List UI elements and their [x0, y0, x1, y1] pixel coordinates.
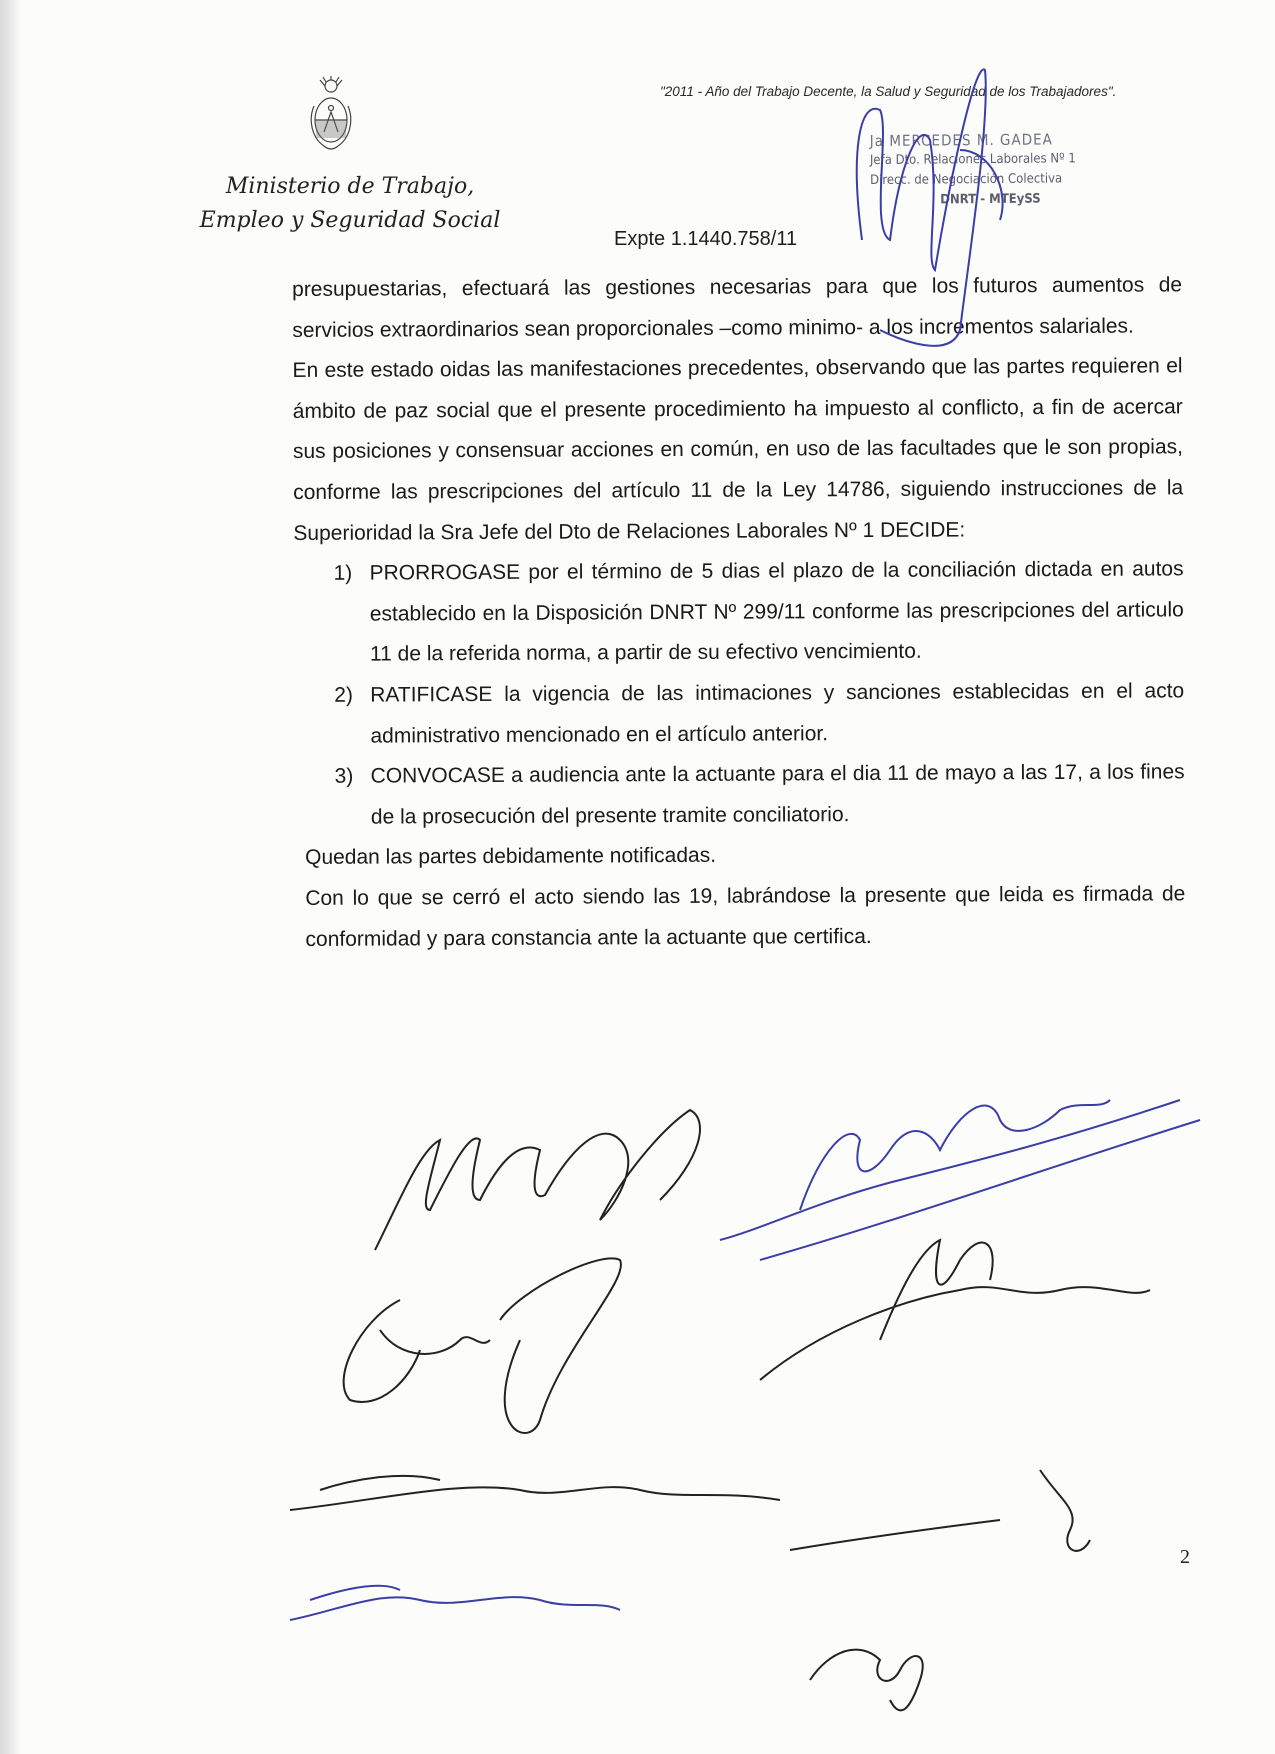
stamp-line-3: Direcc. de Negociación Colectiva [870, 171, 1063, 189]
decision-item-2 [294, 671, 1184, 757]
signature-8 [810, 1650, 923, 1711]
signature-6 [790, 1470, 1090, 1551]
document-body [292, 265, 1186, 960]
decision-text: PRORROGASE por el término de 5 dias el plazo de la conciliación dictada en autos establecido en la Disposición DNRT Nº 299/11 conforme las prescripciones del articulo 11 de la referida norma, a partir de su efectivo vencimiento. [369, 557, 1184, 666]
national-coat-of-arms-icon [308, 76, 354, 156]
stamp-line-2: Jefa Dto. Relaciones Laborales Nº 1 [869, 151, 1076, 169]
decision-list [293, 549, 1184, 838]
page-number: 2 [1180, 1546, 1190, 1568]
decision-number: 3) [334, 764, 354, 788]
signature-5 [290, 1476, 780, 1510]
year-motto: "2011 - Año del Trabajo Decente, la Salud y Seguridad de los Trabajadores". [660, 84, 1117, 99]
signature-4 [760, 1240, 1150, 1380]
ministry-line-2: Empleo y Seguridad Social [199, 208, 501, 233]
paragraph-notified: Quedan las partes debidamente notificadas. [305, 844, 717, 870]
signature-3 [720, 1100, 1200, 1260]
decision-item-3 [295, 752, 1185, 838]
official-stamp [870, 129, 1111, 211]
signature-2 [344, 1258, 621, 1433]
decision-text: RATIFICASE la vigencia de las intimaciones y sanciones establecidas en el acto administrativo mencionado en el artículo anterior. [370, 679, 1185, 748]
stamp-line-1: Ja MERCEDES M. GADEA [869, 130, 1053, 151]
paragraph-budget: presupuestarias, efectuará las gestiones necesarias para que los futuros aumentos de servicios extraordinarios sean proporcionales –como minimo- a los incrementos salariales. [292, 273, 1183, 342]
ministry-name [190, 170, 510, 238]
scan-edge-shadow [0, 0, 22, 1754]
paragraph-decision-intro: En este estado oidas las manifestaciones precedentes, observando que las partes requieren el ámbito de paz social que el presente procedimiento ha impuesto al conflicto, a fin de acercar sus posiciones y consensuar acciones en común, en uso de las facultades que le son propias, conforme las prescripciones del artículo 11 de la Ley 14786, siguiendo instrucciones de la Superioridad la Sra Jefe del Dto de Relaciones Laborales Nº 1 DECIDE: [292, 354, 1184, 545]
signature-1 [375, 1110, 700, 1250]
stamp-line-4: DNRT - MTEySS [940, 191, 1041, 208]
ministry-line-1: Ministerio de Trabajo, [225, 174, 475, 199]
paragraph-closing: Con lo que se cerró el acto siendo las 19, labrándose la presente que leida es firmada de conformidad y para constancia ante la actuante que certifica. [305, 882, 1186, 951]
signature-7 [290, 1586, 620, 1620]
decision-item-1 [293, 549, 1184, 675]
decision-number: 1) [333, 561, 353, 585]
decision-number: 2) [334, 683, 353, 707]
closing-section [295, 834, 1186, 960]
file-number: Expte 1.1440.758/11 [614, 228, 798, 250]
decision-text: CONVOCASE a audiencia ante la actuante para el dia 11 de mayo a las 17, a los fines de la prosecución del presente tramite conciliatorio. [370, 760, 1185, 829]
